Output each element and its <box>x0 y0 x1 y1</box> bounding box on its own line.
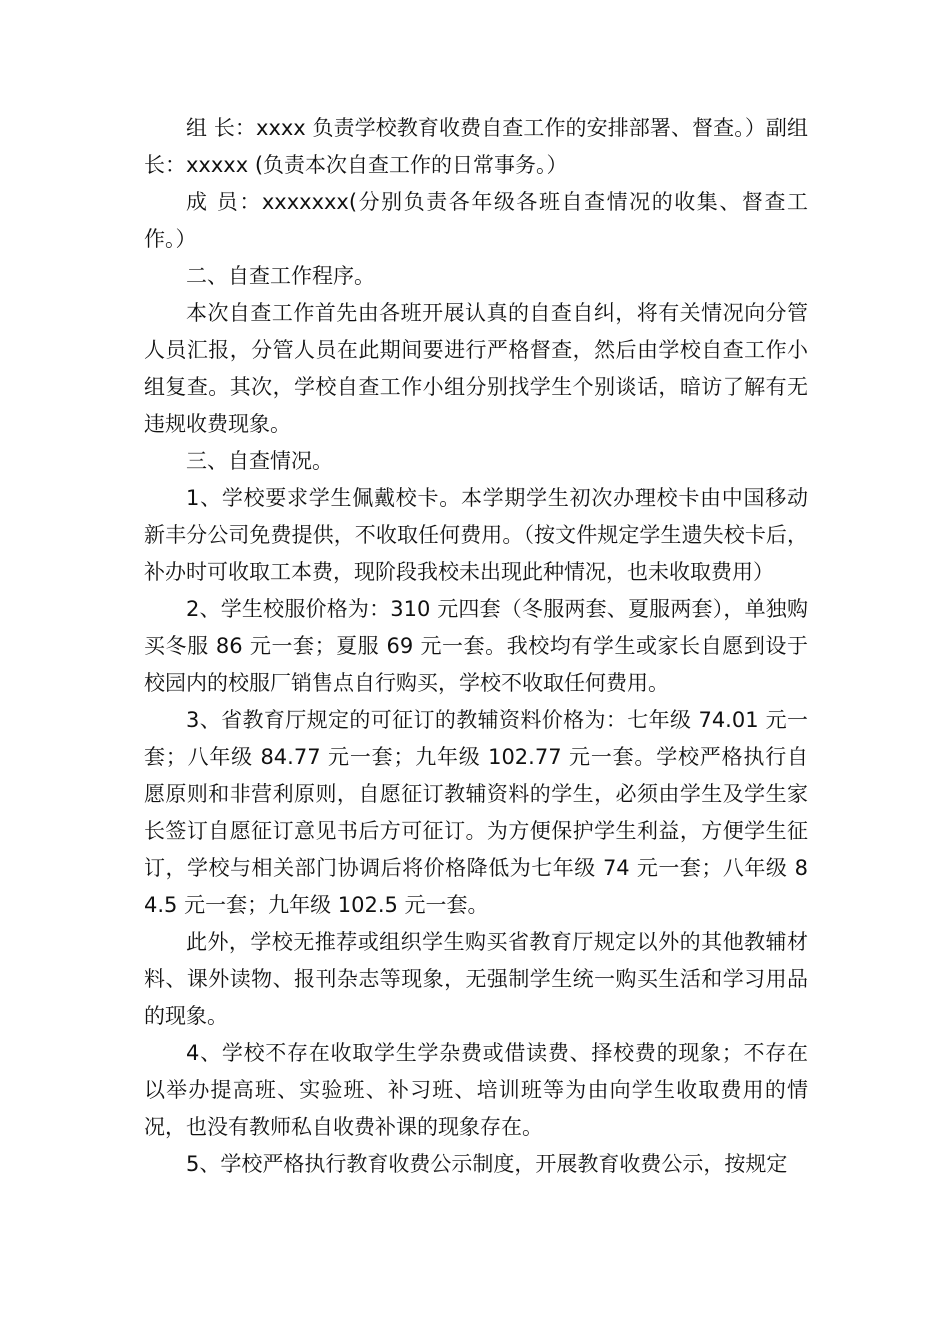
paragraph-team-members: 成 员：xxxxxxx(分别负责各年级各班自查情况的收集、督查工作。） <box>144 190 808 251</box>
paragraph-additional: 此外，学校无推荐或组织学生购买省教育厅规定以外的其他教辅材料、课外读物、报刊杂志等现象，无强制学生统一购买生活和学习用品的现象。 <box>144 930 808 1028</box>
paragraph-team-leader: 组 长：xxxx 负责学校教育收费自查工作的安排部署、督查。）副组长：xxxxx (负责本次自查工作的日常事务。） <box>144 116 808 177</box>
section-heading-procedure: 二、自查工作程序。 <box>186 264 375 288</box>
paragraph-item-2: 2、学生校服价格为：310 元四套（冬服两套、夏服两套），单独购买冬服 86 元一套；夏服 69 元一套。我校均有学生或家长自愿到设于校园内的校服厂销售点自行购买，学校不收取任何费用。 <box>144 597 808 695</box>
paragraph-item-3: 3、省教育厅规定的可征订的教辅资料价格为：七年级 74.01 元一套；八年级 84.77 元一套；九年级 102.77 元一套。学校严格执行自愿原则和非营利原则，自愿征订教辅资料的学生，必须由学生及学生家长签订自愿征订意见书后方可征订。为方便保护学生利益，方便学生征订，学校与相关部门协调后将价格降低为七年级 74 元一套；八年级 84.5 元一套；九年级 102.5 元一套。 <box>144 708 808 917</box>
section-heading-findings: 三、自查情况。 <box>186 449 333 473</box>
paragraph-item-1: 1、学校要求学生佩戴校卡。本学期学生初次办理校卡由中国移动新丰分公司免费提供，不收取任何费用。（按文件规定学生遗失校卡后，补办时可收取工本费，现阶段我校未出现此种情况，也未收取费用） <box>144 486 808 584</box>
paragraph-procedure: 本次自查工作首先由各班开展认真的自查自纠，将有关情况向分管人员汇报，分管人员在此期间要进行严格督查，然后由学校自查工作小组复查。其次，学校自查工作小组分别找学生个别谈话，暗访了解有无违规收费现象。 <box>144 301 808 436</box>
paragraph-item-5: 5、学校严格执行教育收费公示制度，开展教育收费公示，按规定 <box>186 1152 788 1176</box>
paragraph-item-4: 4、学校不存在收取学生学杂费或借读费、择校费的现象；不存在以举办提高班、实验班、补习班、培训班等为由向学生收取费用的情况，也没有教师私自收费补课的现象存在。 <box>144 1041 808 1139</box>
document-page <box>144 110 808 1183</box>
